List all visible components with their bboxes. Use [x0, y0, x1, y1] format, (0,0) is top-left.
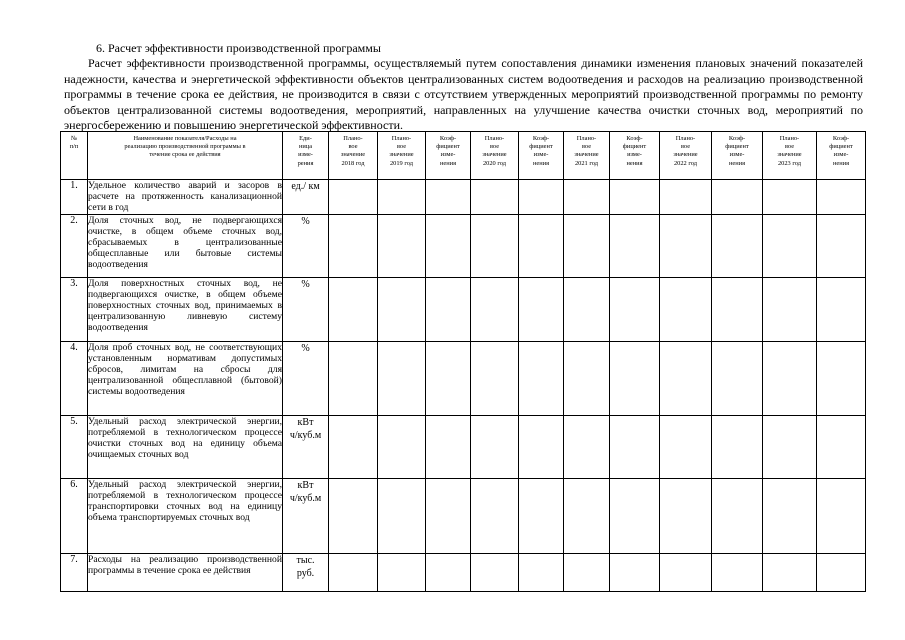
empty-value-cell — [817, 180, 866, 215]
empty-value-cell — [660, 554, 712, 592]
header-line: значение — [482, 151, 507, 159]
empty-value-cell — [610, 278, 660, 342]
header-line: фициент — [436, 143, 460, 151]
header-plan-2018 — [329, 132, 378, 180]
header-line: вое — [680, 143, 691, 151]
empty-value-cell — [712, 416, 763, 479]
empty-value-cell — [610, 416, 660, 479]
row-unit — [283, 215, 329, 278]
header-line: Коэф- — [728, 135, 746, 142]
unit-line: кВт — [297, 417, 314, 428]
header-plan-2022 — [660, 132, 712, 180]
header-line: нения — [626, 159, 643, 167]
header-line: Плано- — [779, 135, 800, 142]
empty-value-cell — [712, 479, 763, 554]
header-line: Коэф- — [626, 135, 643, 142]
empty-value-cell — [610, 180, 660, 215]
empty-value-cell — [610, 342, 660, 416]
header-line: фициент — [725, 143, 749, 151]
header-line: 2019 год — [389, 159, 414, 167]
header-line: значение — [389, 151, 414, 159]
header-plan-2019 — [378, 132, 426, 180]
header-line: нения — [728, 159, 746, 167]
table-row — [61, 479, 866, 554]
header-line: фициент — [829, 143, 853, 151]
empty-value-cell — [426, 342, 471, 416]
empty-value-cell — [564, 479, 610, 554]
header-line: 2018 год — [341, 159, 365, 167]
header-line: 2021 год — [574, 159, 599, 167]
unit-line: кВт — [297, 480, 314, 491]
row-unit — [283, 342, 329, 416]
header-line: значение — [777, 151, 802, 159]
header-line: изме- — [729, 151, 745, 159]
row-unit — [283, 278, 329, 342]
empty-value-cell — [763, 278, 817, 342]
header-plan-2021 — [564, 132, 610, 180]
header-coef — [519, 132, 564, 180]
row-number: 3. — [61, 278, 88, 342]
header-line: значение — [574, 151, 599, 159]
header-line: нения — [832, 159, 850, 167]
header-plan-2020 — [471, 132, 519, 180]
empty-value-cell — [519, 278, 564, 342]
empty-value-cell — [329, 180, 378, 215]
row-number: 7. — [61, 554, 88, 592]
empty-value-cell — [564, 215, 610, 278]
empty-value-cell — [329, 479, 378, 554]
empty-value-cell — [712, 554, 763, 592]
empty-value-cell — [660, 416, 712, 479]
empty-value-cell — [712, 215, 763, 278]
empty-value-cell — [471, 479, 519, 554]
empty-value-cell — [610, 479, 660, 554]
row-indicator-name: Удельный расход электрической энергии, потребляемой в технологическом процессе очистки сточных вод на единицу объема очищаемых сточных вод — [88, 416, 283, 479]
header-line: вое — [581, 143, 592, 151]
row-indicator-name: Удельное количество аварий и засоров в расчете на протяженность канализационной сети в год — [88, 180, 282, 213]
header-line: нения — [439, 159, 457, 167]
empty-value-cell — [712, 278, 763, 342]
row-number: 1. — [61, 180, 88, 215]
empty-value-cell — [817, 554, 866, 592]
empty-value-cell — [426, 278, 471, 342]
header-line: вое — [784, 143, 795, 151]
empty-value-cell — [519, 180, 564, 215]
header-line: Еди- — [299, 135, 312, 142]
table-row — [61, 278, 866, 342]
empty-value-cell — [378, 215, 426, 278]
empty-value-cell — [712, 342, 763, 416]
row-unit — [283, 416, 329, 479]
unit-line: % — [301, 216, 310, 227]
empty-value-cell — [426, 416, 471, 479]
header-line: 2022 год — [673, 159, 698, 167]
empty-value-cell — [426, 215, 471, 278]
empty-value-cell — [519, 479, 564, 554]
header-line: вое — [396, 143, 407, 151]
header-coef — [712, 132, 763, 180]
unit-line: ед./ км — [291, 181, 320, 192]
unit-line: % — [301, 279, 310, 290]
header-coef — [610, 132, 660, 180]
header-line: вое — [348, 143, 358, 151]
empty-value-cell — [564, 278, 610, 342]
header-line: Плано- — [576, 135, 597, 142]
empty-value-cell — [712, 180, 763, 215]
empty-value-cell — [763, 180, 817, 215]
empty-value-cell — [471, 180, 519, 215]
empty-value-cell — [426, 180, 471, 215]
header-line: реализацию производственной программы в — [124, 143, 246, 151]
empty-value-cell — [660, 342, 712, 416]
empty-value-cell — [329, 215, 378, 278]
unit-line: ч/куб.м — [289, 493, 322, 504]
row-indicator-name: Удельный расход электрической энергии, потребляемой в технологическом процессе транспортировки сточных вод на единицу объема транспортируемых сточных вод — [88, 479, 283, 554]
table-row — [61, 180, 866, 215]
header-line: 2020 год — [482, 159, 507, 167]
row-number: 2. — [61, 215, 88, 278]
header-line: Плано- — [675, 135, 696, 142]
row-indicator-name: Доля поверхностных сточных вод, не подвергающихся очистке, в общем объеме поверхностных сточных вод, принимаемых в централизованную ливневую систему водоотведения — [88, 278, 283, 342]
header-line: Плано- — [343, 135, 363, 142]
header-line: № — [70, 135, 78, 142]
header-line: Плано- — [484, 135, 505, 142]
empty-value-cell — [763, 554, 817, 592]
header-line: значение — [340, 151, 366, 159]
unit-line: руб. — [296, 568, 315, 579]
empty-value-cell — [817, 479, 866, 554]
header-coef — [817, 132, 866, 180]
empty-value-cell — [426, 554, 471, 592]
table-row — [61, 215, 866, 278]
header-line: 2023 год — [777, 159, 802, 167]
unit-line: тыс. — [296, 555, 315, 566]
header-line: нения — [532, 159, 550, 167]
unit-line: % — [301, 343, 310, 354]
empty-value-cell — [329, 342, 378, 416]
row-unit — [283, 554, 329, 592]
header-line: рения — [297, 159, 314, 167]
table-header-row — [61, 132, 866, 180]
header-line: вое — [489, 143, 500, 151]
empty-value-cell — [471, 416, 519, 479]
header-line: п/п — [69, 143, 79, 151]
empty-value-cell — [519, 416, 564, 479]
table-row — [61, 416, 866, 479]
header-unit — [283, 132, 329, 180]
header-line: фициент — [622, 143, 647, 151]
empty-value-cell — [378, 479, 426, 554]
empty-value-cell — [763, 215, 817, 278]
empty-value-cell — [564, 180, 610, 215]
empty-value-cell — [763, 416, 817, 479]
header-coef — [426, 132, 471, 180]
row-unit — [283, 479, 329, 554]
header-line: ница — [298, 143, 313, 151]
header-plan-2023 — [763, 132, 817, 180]
row-indicator-name: Доля сточных вод, не подвергающихся очистке, в общем объеме сточных вод, сбрасываемых в централизованные общесплавные или бытовые системы водоотведения — [88, 215, 283, 278]
empty-value-cell — [610, 554, 660, 592]
row-indicator-name: Доля проб сточных вод, не соответствующих установленным нормативам допустимых сбросов, лимитам на сбросы для централизованной общесплавной (бытовой) системы водоотведения — [88, 342, 283, 416]
empty-value-cell — [660, 278, 712, 342]
empty-value-cell — [660, 180, 712, 215]
section-paragraph: Расчет эффективности производственной программы, осуществляемый путем сопоставления динамики изменения плановых значений показателей надежности, качества и энергетической эффективности объектов централизованных систем водоотведения и расходов на реализацию производственной программы в течение срока ее действия, не производится в связи с отсутствием утвержденных мероприятий производственной программы по ремонту объектов централизованной системы водоотведения, мероприятий, направленных на улучшение качества очистки сточных вод, мероприятий по энергосбережению и повышению энергетической эффективности. — [64, 56, 863, 132]
header-name — [88, 132, 283, 180]
empty-value-cell — [519, 215, 564, 278]
empty-value-cell — [471, 278, 519, 342]
empty-value-cell — [660, 479, 712, 554]
empty-value-cell — [660, 215, 712, 278]
empty-value-cell — [817, 278, 866, 342]
empty-value-cell — [564, 416, 610, 479]
row-number: 6. — [61, 479, 88, 554]
header-line: изме- — [627, 151, 642, 159]
empty-value-cell — [329, 554, 378, 592]
empty-value-cell — [378, 416, 426, 479]
header-line: изме- — [833, 151, 849, 159]
unit-line: ч/куб.м — [289, 430, 322, 441]
header-line: Наименование показателя/Расходы на — [133, 135, 237, 142]
header-line: Коэф- — [439, 135, 457, 142]
row-number: 5. — [61, 416, 88, 479]
row-unit — [283, 180, 329, 215]
empty-value-cell — [817, 342, 866, 416]
empty-value-cell — [564, 554, 610, 592]
header-line: изме- — [440, 151, 456, 159]
row-number: 4. — [61, 342, 88, 416]
empty-value-cell — [378, 554, 426, 592]
empty-value-cell — [564, 342, 610, 416]
header-line: Коэф- — [832, 135, 850, 142]
empty-value-cell — [426, 479, 471, 554]
empty-value-cell — [763, 479, 817, 554]
empty-value-cell — [817, 416, 866, 479]
empty-value-cell — [519, 554, 564, 592]
empty-value-cell — [817, 215, 866, 278]
header-line: течение срока ее действия — [149, 151, 221, 159]
section-heading: 6. Расчет эффективности производственной программы — [96, 41, 381, 55]
header-line: изме- — [533, 151, 549, 159]
header-line: фициент — [529, 143, 553, 151]
empty-value-cell — [471, 215, 519, 278]
header-line: Плано- — [391, 135, 412, 142]
empty-value-cell — [471, 342, 519, 416]
row-indicator-name: Расходы на реализацию производственной программы в течение срока ее действия — [88, 554, 283, 592]
header-line: Коэф- — [532, 135, 550, 142]
empty-value-cell — [610, 215, 660, 278]
empty-value-cell — [519, 342, 564, 416]
table-row — [61, 342, 866, 416]
empty-value-cell — [378, 278, 426, 342]
empty-value-cell — [329, 278, 378, 342]
header-num — [61, 132, 88, 180]
empty-value-cell — [763, 342, 817, 416]
empty-value-cell — [378, 342, 426, 416]
efficiency-table — [60, 131, 866, 592]
empty-value-cell — [378, 180, 426, 215]
empty-value-cell — [471, 554, 519, 592]
table-row — [61, 554, 866, 592]
header-line: значение — [673, 151, 698, 159]
empty-value-cell — [329, 416, 378, 479]
header-line: изме- — [298, 151, 313, 159]
